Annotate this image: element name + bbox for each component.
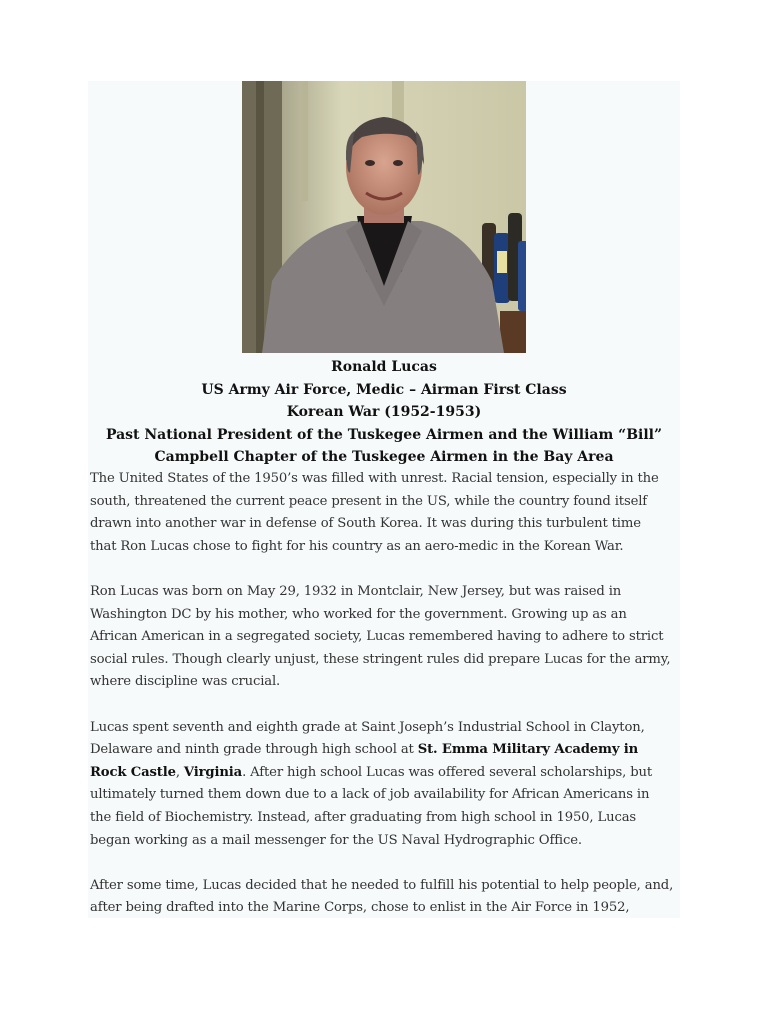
caption-title-line-2: Campbell Chapter of the Tuskegee Airmen in the Bay Area	[154, 449, 614, 465]
text-fragment: ,	[175, 764, 184, 780]
text-fragment: Delaware and ninth grade through high school at	[90, 742, 418, 758]
text-line: that Ron Lucas chose to fight for his country as an aero-medic in the Korean War.	[90, 538, 624, 554]
document-page	[88, 81, 680, 918]
caption-service: US Army Air Force, Medic – Airman First Class	[201, 381, 567, 398]
school-name: St. Emma Military Academy in	[417, 742, 639, 758]
article-body	[90, 468, 680, 918]
photo-caption	[88, 356, 680, 469]
text-line: drawn into another war in defense of South Korea. It was during this turbulent time	[90, 516, 641, 532]
text-line: social rules. Though clearly unjust, these stringent rules did prepare Lucas for the army,	[90, 651, 671, 667]
text-line: Washington DC by his mother, who worked for the government. Growing up as an	[90, 606, 627, 622]
caption-name: Ronald Lucas	[331, 359, 437, 375]
text-line: south, threatened the current peace present in the US, while the country found itself	[90, 493, 648, 509]
text-line: The United States of the 1950’s was filled with unrest. Racial tension, especially in the	[90, 471, 659, 486]
text-line: where discipline was crucial.	[90, 674, 281, 690]
portrait-photo-icon	[242, 81, 526, 353]
paragraph-2	[90, 581, 680, 694]
town-name: Rock Castle	[90, 764, 176, 780]
text-line: After some time, Lucas decided that he needed to fulfill his potential to help people, and,	[90, 877, 674, 893]
text-line: African American in a segregated society, Lucas remembered having to adhere to strict	[90, 629, 664, 645]
paragraph-3	[90, 717, 680, 853]
text-line	[90, 739, 680, 762]
text-line: the field of Biochemistry. Instead, after graduating from high school in 1950, Lucas	[90, 809, 637, 825]
state-name: Virginia	[183, 764, 243, 780]
caption-war: Korean War (1952-1953)	[286, 404, 482, 420]
text-line: began working as a mail messenger for the US Naval Hydrographic Office.	[90, 832, 582, 848]
text-line: Ron Lucas was born on May 29, 1932 in Montclair, New Jersey, but was raised in	[90, 583, 622, 599]
text-line	[90, 762, 680, 785]
caption-title-line-1: Past National President of the Tuskegee Airmen and the William “Bill”	[105, 426, 663, 443]
text-fragment: . After high school Lucas was offered several scholarships, but	[242, 764, 653, 780]
paragraph-1	[90, 468, 680, 558]
text-line: after being drafted into the Marine Corps, chose to enlist in the Air Force in 1952,	[90, 900, 630, 916]
text-line: ultimately turned them down due to a lack of job availability for African Americans in	[90, 787, 650, 803]
text-line: Lucas spent seventh and eighth grade at Saint Joseph’s Industrial School in Clayton,	[90, 719, 645, 735]
paragraph-4	[90, 875, 680, 918]
